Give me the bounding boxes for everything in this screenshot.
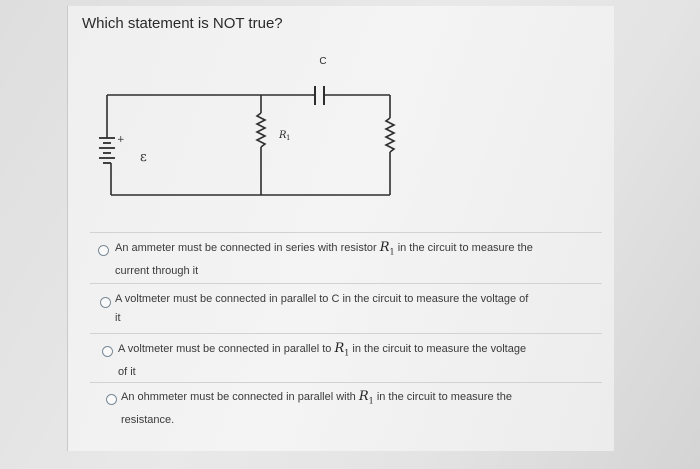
radio-button[interactable]	[100, 297, 111, 308]
radio-button[interactable]	[102, 346, 113, 357]
radio-button[interactable]	[106, 394, 117, 405]
emf-label: ε	[140, 150, 147, 165]
resistor-symbol: $R_1$	[334, 341, 350, 358]
option-text: An ohmmeter must be connected in parallel with $R_1$ in the circuit to measure the resistance.	[121, 389, 512, 426]
circuit-diagram	[90, 50, 400, 200]
radio-button[interactable]	[98, 245, 109, 256]
resistor-r1	[257, 113, 265, 147]
battery-plus-sign: +	[117, 135, 125, 145]
question-title: Which statement is NOT true?	[82, 15, 283, 32]
option-text: A voltmeter must be connected in parallel to C in the circuit to measure the voltage of it	[115, 293, 529, 324]
resistor-r2	[386, 118, 394, 152]
option-separator	[90, 232, 602, 233]
resistor-symbol: $R_1$	[358, 389, 374, 406]
capacitor-label: C	[319, 56, 327, 67]
resistor-symbol: $R_1$	[379, 240, 395, 257]
r1-label: R	[279, 130, 287, 141]
option-separator	[90, 333, 602, 334]
option-separator	[90, 283, 602, 284]
option-text: An ammeter must be connected in series with resistor $R_1$ in the circuit to measure the current through it	[115, 240, 533, 277]
option-separator	[90, 382, 602, 383]
r1-subscript: 1	[286, 134, 291, 142]
option-text: A voltmeter must be connected in parallel to $R_1$ in the circuit to measure the voltage of it	[118, 341, 527, 378]
